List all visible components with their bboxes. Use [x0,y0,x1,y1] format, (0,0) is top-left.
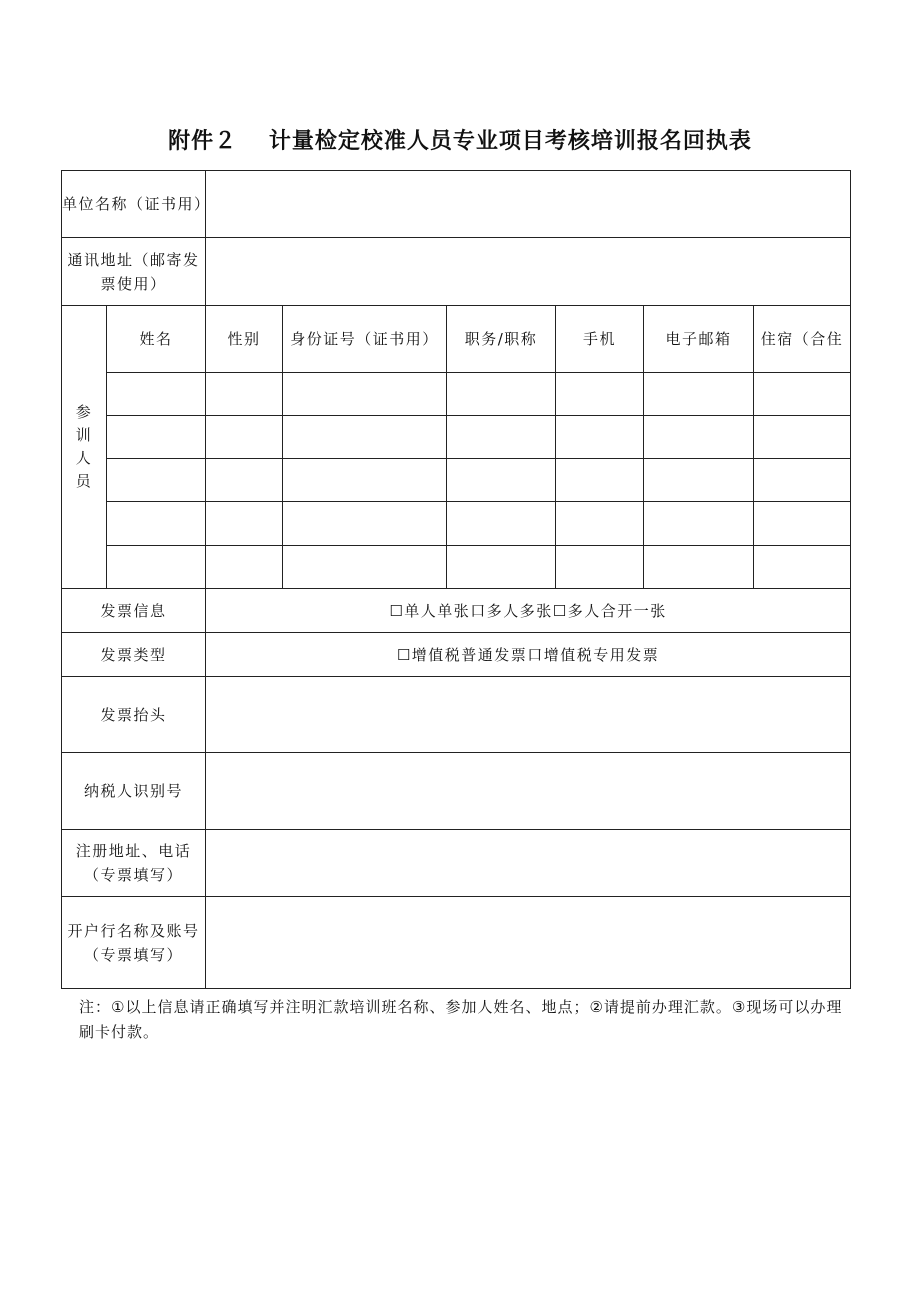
bank-account-field[interactable] [206,897,851,989]
participant-position-cell[interactable] [447,416,556,459]
participant-email-cell[interactable] [644,546,754,589]
participant-phone-cell[interactable] [556,502,644,546]
participant-name-cell[interactable] [107,416,206,459]
table-row [62,459,851,502]
taxpayer-id-label: 纳税人识别号 [62,753,206,830]
col-header-position: 职务/职称 [447,306,556,373]
address-field[interactable] [206,238,851,306]
participant-gender-cell[interactable] [206,373,283,416]
participant-name-cell[interactable] [107,502,206,546]
col-header-email: 电子邮箱 [644,306,754,373]
participant-position-cell[interactable] [447,459,556,502]
invoice-info-label: 发票信息 [62,589,206,633]
participants-header-row [62,306,851,373]
participant-position-cell[interactable] [447,373,556,416]
participant-accommodation-cell[interactable] [754,416,851,459]
participant-accommodation-cell[interactable] [754,373,851,416]
participant-email-cell[interactable] [644,373,754,416]
col-header-phone: 手机 [556,306,644,373]
participant-id-cell[interactable] [283,546,447,589]
participant-email-cell[interactable] [644,459,754,502]
col-header-accommodation: 住宿（合住 [754,306,851,373]
col-header-name: 姓名 [107,306,206,373]
table-row [62,546,851,589]
bank-account-label: 开户行名称及账号（专票填写） [62,897,206,989]
participant-gender-cell[interactable] [206,416,283,459]
registered-address-field[interactable] [206,830,851,897]
invoice-header-field[interactable] [206,677,851,753]
col-header-gender: 性别 [206,306,283,373]
participant-name-cell[interactable] [107,373,206,416]
participant-accommodation-cell[interactable] [754,459,851,502]
participant-email-cell[interactable] [644,502,754,546]
table-row [62,502,851,546]
participant-gender-cell[interactable] [206,546,283,589]
taxpayer-id-field[interactable] [206,753,851,830]
col-header-id-number: 身份证号（证书用） [283,306,447,373]
participant-accommodation-cell[interactable] [754,546,851,589]
participant-phone-cell[interactable] [556,459,644,502]
page-title: 附件２ 计量检定校准人员专业项目考核培训报名回执表 [168,129,752,154]
participant-id-cell[interactable] [283,459,447,502]
participant-email-cell[interactable] [644,416,754,459]
registered-address-label: 注册地址、电话（专票填写） [62,830,206,897]
participant-phone-cell[interactable] [556,416,644,459]
participant-id-cell[interactable] [283,416,447,459]
participants-label: 参训人员 [62,306,107,589]
participant-name-cell[interactable] [107,546,206,589]
participant-phone-cell[interactable] [556,373,644,416]
invoice-info-options[interactable]: ☐单人单张口多人多张☐多人合开一张 [206,589,851,633]
participant-position-cell[interactable] [447,502,556,546]
footnote: 注：①以上信息请正确填写并注明汇款培训班名称、参加人姓名、地点；②请提前办理汇款。③现场可以办理刷卡付款。 [79,998,843,1041]
participant-id-cell[interactable] [283,373,447,416]
unit-name-label: 单位名称（证书用） [62,171,206,238]
participant-name-cell[interactable] [107,459,206,502]
participant-position-cell[interactable] [447,546,556,589]
participant-phone-cell[interactable] [556,546,644,589]
registration-form-table [61,170,851,989]
invoice-type-options[interactable]: ☐增值税普通发票口增值税专用发票 [206,633,851,677]
invoice-type-label: 发票类型 [62,633,206,677]
participant-gender-cell[interactable] [206,459,283,502]
address-label: 通讯地址（邮寄发票使用） [62,238,206,306]
table-row [62,416,851,459]
participant-gender-cell[interactable] [206,502,283,546]
unit-name-field[interactable] [206,171,851,238]
invoice-header-label: 发票抬头 [62,677,206,753]
participant-accommodation-cell[interactable] [754,502,851,546]
table-row [62,373,851,416]
participant-id-cell[interactable] [283,502,447,546]
